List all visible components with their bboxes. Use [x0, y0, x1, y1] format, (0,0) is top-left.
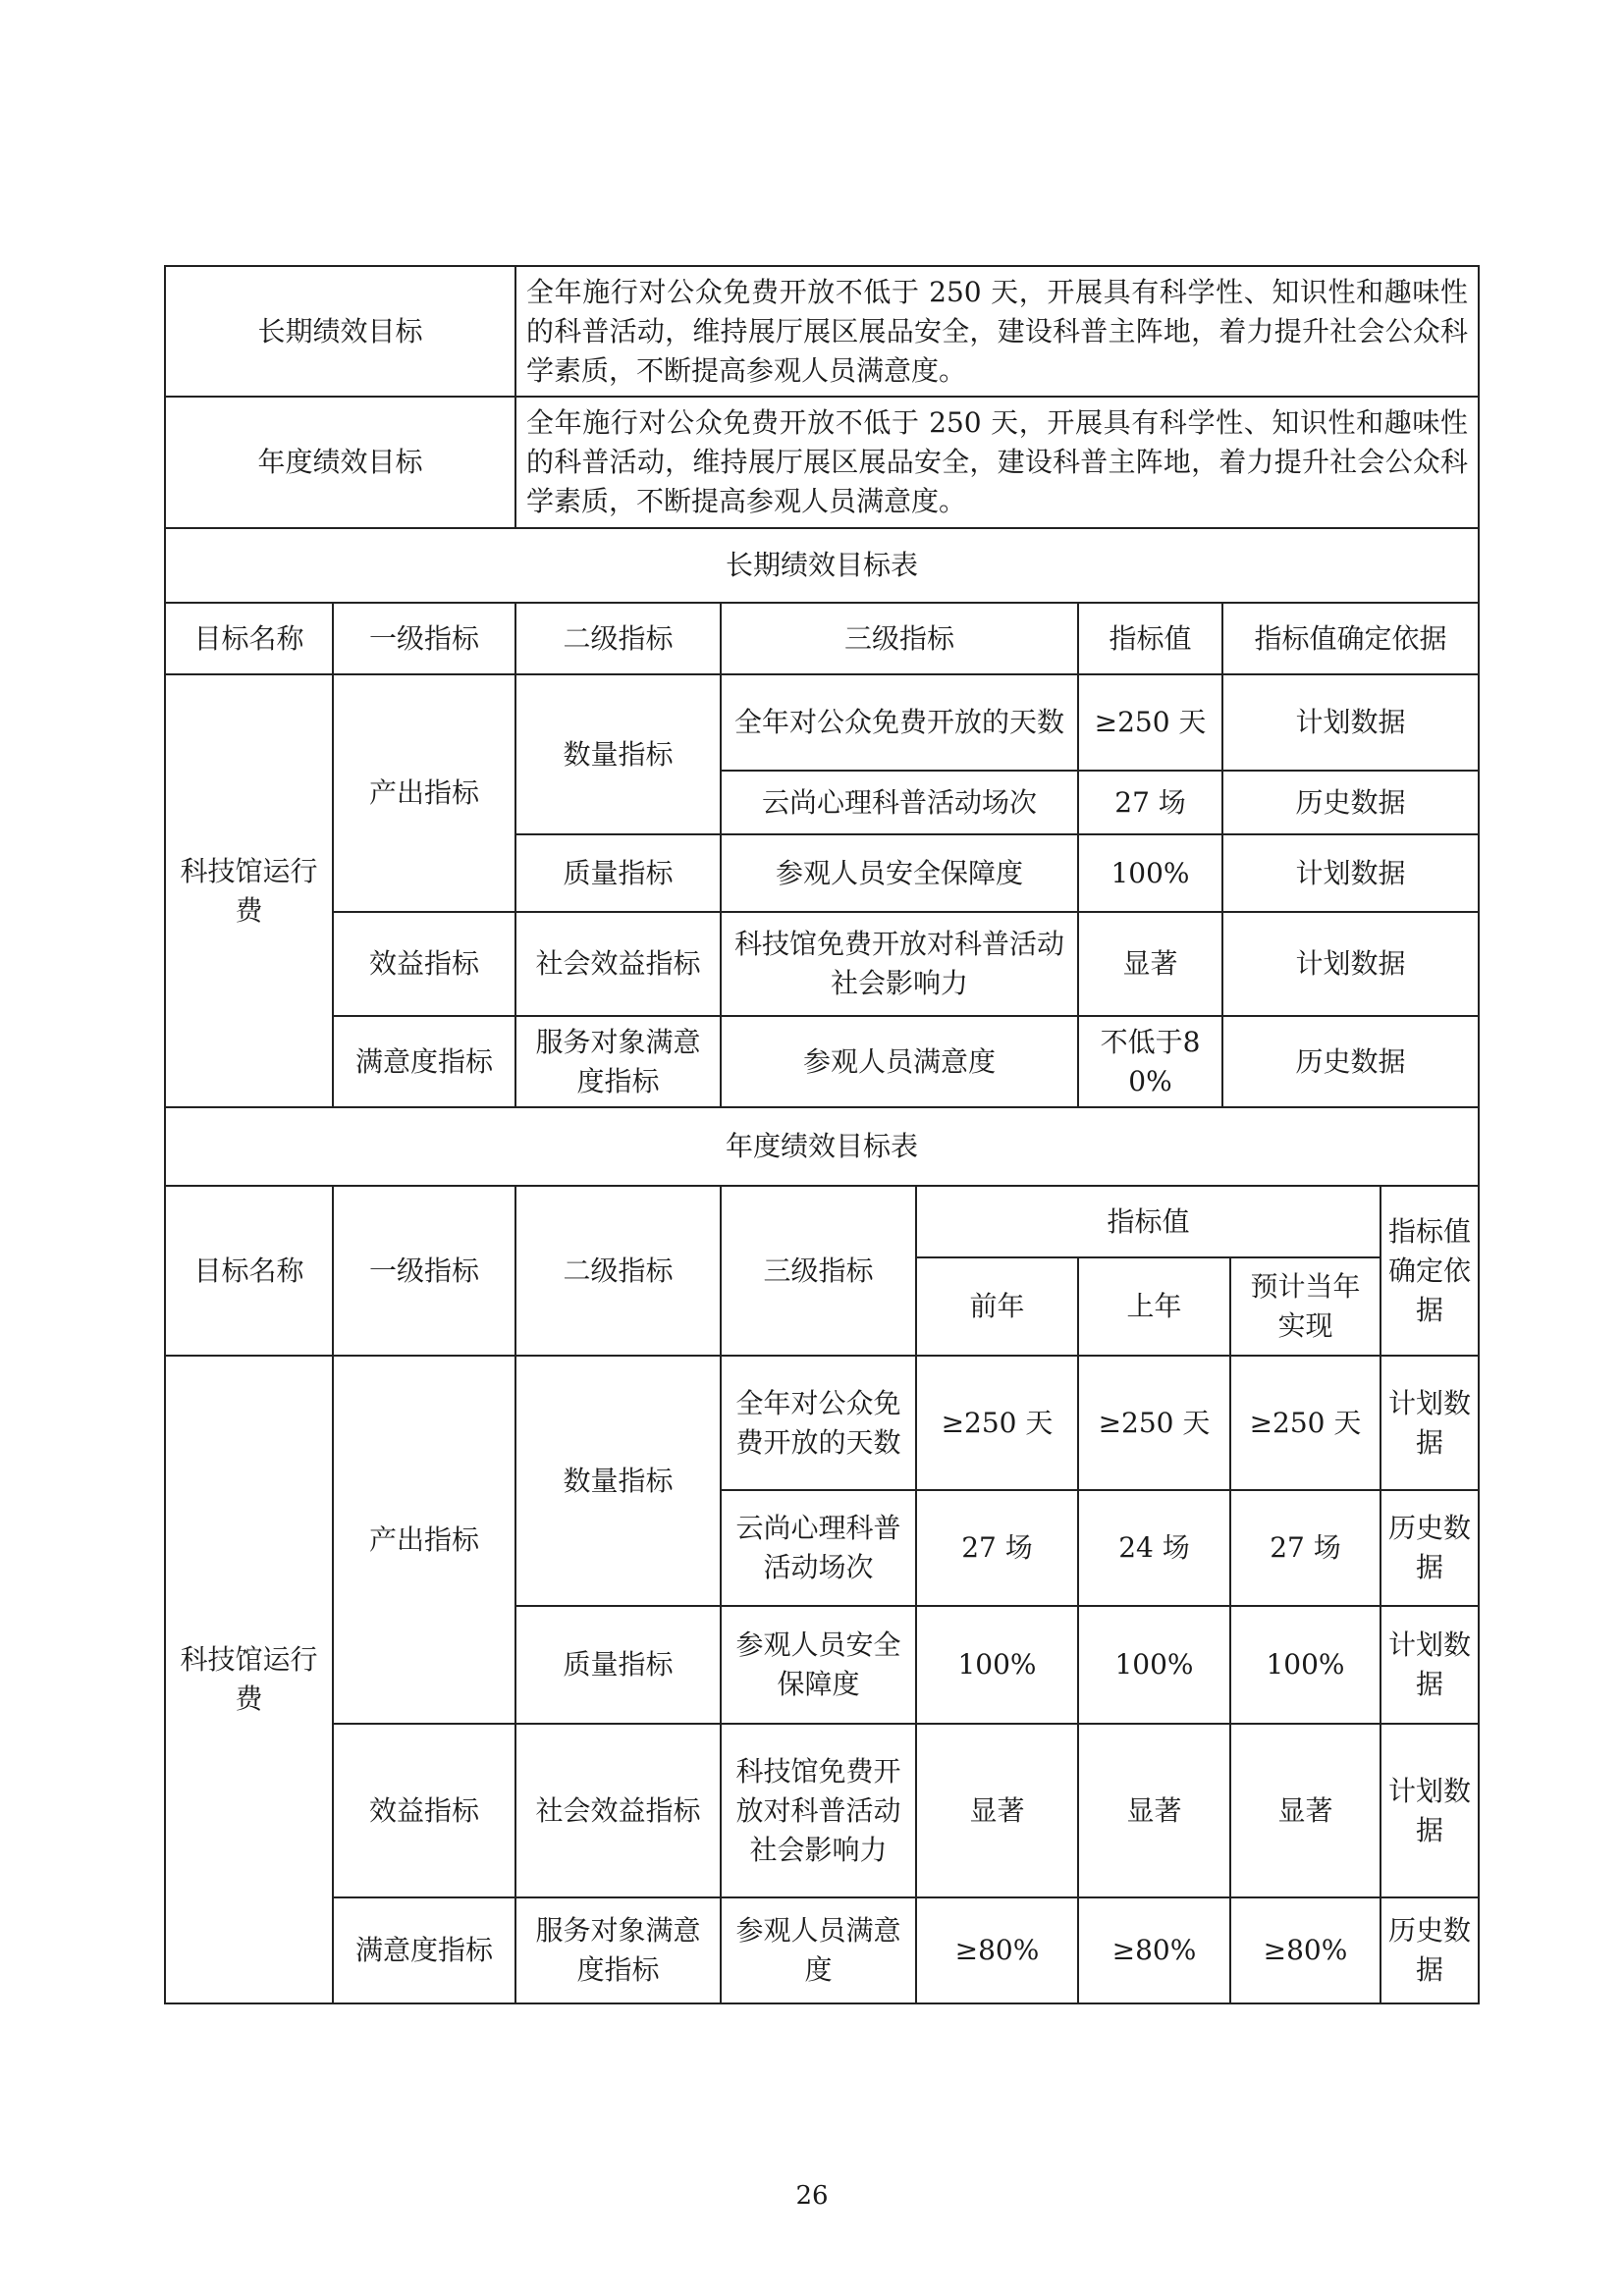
level2-cell: 质量指标 — [515, 1606, 721, 1724]
header-value: 指标值 — [1078, 603, 1222, 674]
level3-cell: 参观人员满意度 — [721, 1897, 916, 2003]
basis-cell: 计划数据 — [1222, 912, 1479, 1016]
level1-cell: 效益指标 — [333, 1724, 515, 1897]
prev-value-cell: 显著 — [916, 1724, 1078, 1897]
level1-cell: 满意度指标 — [333, 1897, 515, 2003]
expected-value-cell: 27 场 — [1230, 1490, 1380, 1606]
level3-cell: 参观人员安全保障度 — [721, 1606, 916, 1724]
level2-cell: 服务对象满意度指标 — [515, 1016, 721, 1107]
value-cell: 不低于80% — [1078, 1016, 1222, 1107]
header-basis: 指标值确定依据 — [1380, 1186, 1479, 1356]
basis-cell: 计划数据 — [1222, 674, 1479, 771]
level3-cell: 云尚心理科普活动场次 — [721, 771, 1078, 834]
basis-cell: 历史数据 — [1222, 1016, 1479, 1107]
target-name-cell: 科技馆运行费 — [165, 674, 333, 1107]
level1-cell: 满意度指标 — [333, 1016, 515, 1107]
last-value-cell: 100% — [1078, 1606, 1230, 1724]
table-row — [165, 1016, 1479, 1107]
level3-cell: 全年对公众免费开放的天数 — [721, 674, 1078, 771]
level2-cell: 社会效益指标 — [515, 912, 721, 1016]
level3-cell: 云尚心理科普活动场次 — [721, 1490, 916, 1606]
header-last-year: 上年 — [1078, 1257, 1230, 1356]
header-expected: 预计当年实现 — [1230, 1257, 1380, 1356]
basis-cell: 计划数据 — [1380, 1606, 1479, 1724]
level1-cell: 产出指标 — [333, 674, 515, 912]
table-row — [165, 1724, 1479, 1897]
level2-cell: 数量指标 — [515, 1356, 721, 1606]
value-cell: ≥250 天 — [1078, 674, 1222, 771]
table-row — [165, 912, 1479, 1016]
annual-goals-table — [164, 1106, 1480, 2004]
performance-goals-table — [164, 265, 1480, 1108]
target-name-cell: 科技馆运行费 — [165, 1356, 333, 2003]
table-row — [165, 674, 1479, 771]
basis-cell: 计划数据 — [1380, 1356, 1479, 1490]
level3-cell: 参观人员安全保障度 — [721, 834, 1078, 912]
header-prev-year: 前年 — [916, 1257, 1078, 1356]
prev-value-cell: ≥250 天 — [916, 1356, 1078, 1490]
prev-value-cell: ≥80% — [916, 1897, 1078, 2003]
basis-cell: 历史数据 — [1380, 1897, 1479, 2003]
level1-cell: 产出指标 — [333, 1356, 515, 1724]
level2-cell: 数量指标 — [515, 674, 721, 834]
value-cell: 显著 — [1078, 912, 1222, 1016]
prev-value-cell: 100% — [916, 1606, 1078, 1724]
level3-cell: 全年对公众免费开放的天数 — [721, 1356, 916, 1490]
annual-goal-label: 年度绩效目标 — [165, 397, 515, 528]
header-level1: 一级指标 — [333, 603, 515, 674]
expected-value-cell: 显著 — [1230, 1724, 1380, 1897]
basis-cell: 历史数据 — [1380, 1490, 1479, 1606]
header-level3: 三级指标 — [721, 1186, 916, 1356]
header-level2: 二级指标 — [515, 603, 721, 674]
basis-cell: 计划数据 — [1380, 1724, 1479, 1897]
header-level1: 一级指标 — [333, 1186, 515, 1356]
table-row — [165, 1356, 1479, 1490]
header-level3: 三级指标 — [721, 603, 1078, 674]
level2-cell: 社会效益指标 — [515, 1724, 721, 1897]
prev-value-cell: 27 场 — [916, 1490, 1078, 1606]
table-row — [165, 1897, 1479, 2003]
last-value-cell: ≥80% — [1078, 1897, 1230, 2003]
annual-table-title: 年度绩效目标表 — [165, 1107, 1479, 1186]
header-target-name: 目标名称 — [165, 1186, 333, 1356]
page-number: 26 — [795, 2181, 829, 2211]
annual-goal-text: 全年施行对公众免费开放不低于 250 天，开展具有科学性、知识性和趣味性的科普活动，维持展厅展区展品安全，建设科普主阵地，着力提升社会公众科学素质，不断提高参观人员满意度。 — [515, 397, 1479, 528]
long-term-goal-text: 全年施行对公众免费开放不低于 250 天，开展具有科学性、知识性和趣味性的科普活动，维持展厅展区展品安全，建设科普主阵地，着力提升社会公众科学素质，不断提高参观人员满意度。 — [515, 266, 1479, 397]
level2-cell: 服务对象满意度指标 — [515, 1897, 721, 2003]
header-basis: 指标值确定依据 — [1222, 603, 1479, 674]
expected-value-cell: ≥80% — [1230, 1897, 1380, 2003]
value-cell: 100% — [1078, 834, 1222, 912]
level3-cell: 参观人员满意度 — [721, 1016, 1078, 1107]
level3-cell: 科技馆免费开放对科普活动社会影响力 — [721, 1724, 916, 1897]
long-term-table-title: 长期绩效目标表 — [165, 528, 1479, 603]
level3-cell: 科技馆免费开放对科普活动社会影响力 — [721, 912, 1078, 1016]
last-value-cell: 显著 — [1078, 1724, 1230, 1897]
header-level2: 二级指标 — [515, 1186, 721, 1356]
header-value-group: 指标值 — [916, 1186, 1380, 1257]
expected-value-cell: ≥250 天 — [1230, 1356, 1380, 1490]
last-value-cell: ≥250 天 — [1078, 1356, 1230, 1490]
long-term-goal-label: 长期绩效目标 — [165, 266, 515, 397]
level1-cell: 效益指标 — [333, 912, 515, 1016]
last-value-cell: 24 场 — [1078, 1490, 1230, 1606]
header-target-name: 目标名称 — [165, 603, 333, 674]
basis-cell: 计划数据 — [1222, 834, 1479, 912]
expected-value-cell: 100% — [1230, 1606, 1380, 1724]
basis-cell: 历史数据 — [1222, 771, 1479, 834]
level2-cell: 质量指标 — [515, 834, 721, 912]
value-cell: 27 场 — [1078, 771, 1222, 834]
